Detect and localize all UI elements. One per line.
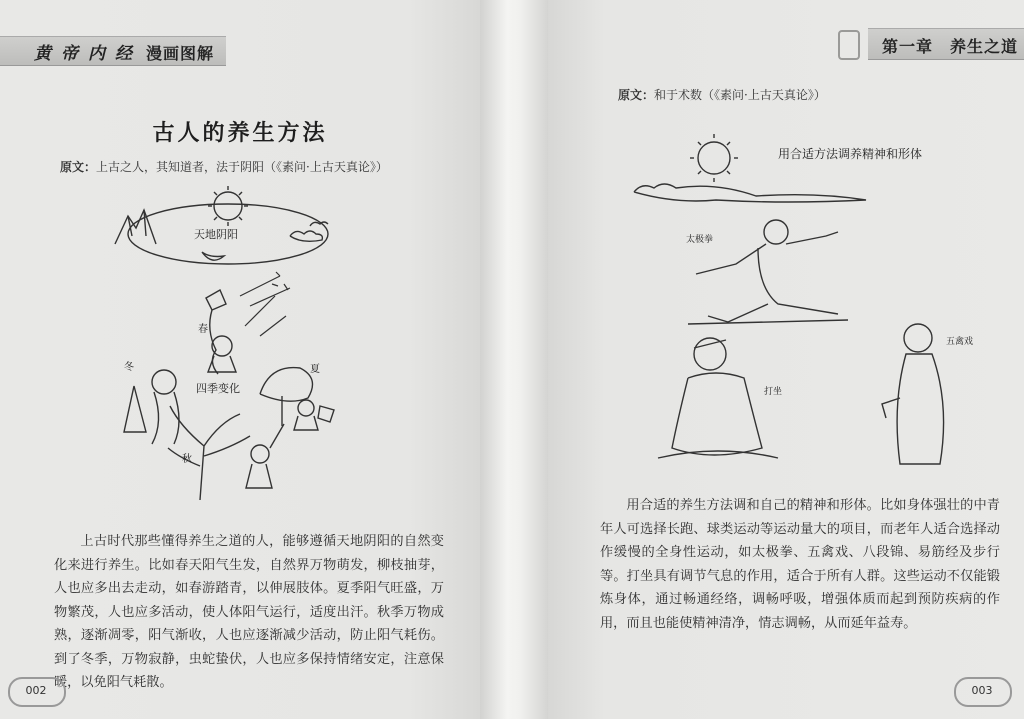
paragraph-text: 用合适的养生方法调和自己的精神和形体。比如身体强壮的中青年人可选择长跑、球类运动等运动量大的项目，而老年人适合选择动作缓慢的全身性运动，如太极拳、五禽戏、八段锦、易筋经及步行等。打坐具有调节气息的作用，适合于所有人群。这些运动不仅能锻炼身体，通过畅通经络，调畅呼吸，增强体质而起到预防疾病的作用，而且也能使精神清净，情志调畅，从而延年益寿。 <box>600 498 1000 631</box>
label-chun: 春 <box>198 324 208 335</box>
illustration-caption: 用合适方法调养精神和形体 <box>778 147 923 161</box>
sun-icon <box>208 186 248 226</box>
book-gutter <box>480 0 548 719</box>
body-paragraph-left <box>54 530 444 695</box>
source-quote-right <box>618 86 826 103</box>
label-wuqinxi: 五禽戏 <box>946 337 974 347</box>
quote-label: 原文： <box>60 160 97 174</box>
sun-icon <box>690 134 738 182</box>
label-taijiquan: 太极拳 <box>686 235 714 245</box>
section-title: 古人的养生方法 <box>152 120 328 146</box>
quote-text: 上古之人，其知道者，法于阴阳（《素问·上古天真论》） <box>96 160 388 174</box>
quote-text: 和于术数（《素问·上古天真论》） <box>654 88 826 102</box>
header-banner-left <box>0 36 226 66</box>
exercise-illustration <box>628 128 1008 488</box>
moon-icon <box>202 252 224 260</box>
label-dong: 冬 <box>124 362 134 373</box>
paragraph-text: 上古时代那些懂得养生之道的人，能够遵循天地阴阳的自然变化来进行养生。比如春天阳气生发，自然界万物萌发，柳枝抽芽，人也应多出去走动，如春游踏青，以伸展肢体。夏季阳气旺盛，万物繁茂，人也应多活动，使人体阳气运行，适度出汗。秋季万物成熟，逐渐凋零，阳气渐收，人也应逐渐减少活动，防止阳气耗伤。到了冬季，万物寂静，虫蛇蛰伏，人也应多保持情绪安定，注意保暖，以免阳气耗散。 <box>54 534 444 690</box>
label-sijibianhua: 四季变化 <box>196 382 240 395</box>
book-title: 黄帝内经 <box>34 44 142 64</box>
header-banner-right <box>868 28 1024 60</box>
label-dazuo: 打坐 <box>764 387 783 397</box>
chapter-title: 第一章 养生之道 <box>882 37 1019 56</box>
right-page <box>548 0 1024 719</box>
left-page <box>0 0 480 719</box>
ornament-icon <box>838 30 860 60</box>
page-number-right: 003 <box>954 677 1010 705</box>
page-number-left: 002 <box>8 677 64 705</box>
body-paragraph-right <box>600 494 1000 635</box>
quote-label: 原文： <box>618 88 655 102</box>
label-tiandi: 天地阴阳 <box>194 228 238 241</box>
label-qiu: 秋 <box>182 454 192 465</box>
label-xia: 夏 <box>310 364 320 375</box>
cloud-icon <box>634 184 866 202</box>
source-quote-left <box>60 158 388 175</box>
four-seasons-illustration <box>110 186 360 506</box>
series-title: 漫画图解 <box>146 44 215 63</box>
